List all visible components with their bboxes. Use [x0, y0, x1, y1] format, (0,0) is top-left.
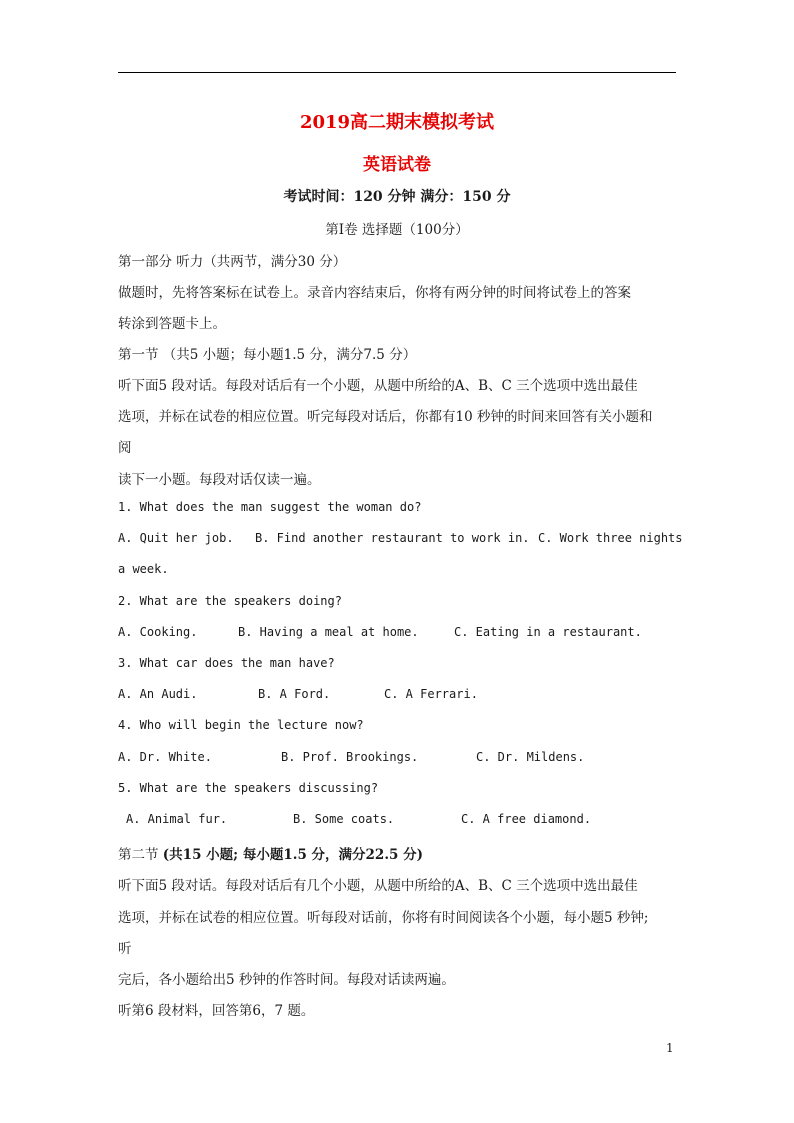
q3-option-a: A. An Audi. — [118, 687, 198, 701]
q3-option-b: B. A Ford. — [258, 687, 331, 701]
question-2: 2. What are the speakers doing? — [118, 594, 342, 608]
q1-option-b: B. Find another restaurant to work in. — [255, 531, 530, 545]
q5-option-b: B. Some coats. — [293, 812, 395, 826]
question-3: 3. What car does the man have? — [118, 656, 335, 670]
q5-option-a: A. Animal fur. — [126, 812, 228, 826]
section2-instruction: 选项，并标在试卷的相应位置。听每段对话前，你将有时间阅读各个小题，每小题5 秒钟; — [118, 910, 649, 926]
exam-title: 2019高二期末模拟考试 — [299, 112, 495, 133]
part1-heading: 第一部分 听力（共两节，满分30 分） — [118, 254, 347, 270]
section2-instruction: 完后，各小题给出5 秒钟的作答时间。每段对话读两遍。 — [118, 972, 455, 988]
question-4: 4. Who will begin the lecture now? — [118, 718, 364, 732]
q1-option-c-continued: a week. — [118, 562, 169, 576]
time-info: 考试时间：120 分钟 满分：150 分 — [283, 189, 511, 205]
question-5: 5. What are the speakers discussing? — [118, 781, 379, 795]
volume-heading: 第Ⅰ卷 选择题（100分） — [325, 222, 469, 238]
q4-option-b: B. Prof. Brookings. — [281, 750, 419, 764]
q2-option-a: A. Cooking. — [118, 625, 198, 639]
q5-option-c: C. A free diamond. — [461, 812, 592, 826]
section1-instruction: 听下面5 段对话。每段对话后有一个小题，从题中所给的A、B、C 三个选项中选出最佳 — [118, 378, 638, 394]
q4-option-a: A. Dr. White. — [118, 750, 212, 764]
section2-heading-label: 第二节 — [118, 847, 163, 863]
header-rule — [118, 72, 676, 73]
section1-instruction: 选项，并标在试卷的相应位置。听完每段对话后，你都有10 秒钟的时间来回答有关小题和 — [118, 409, 653, 425]
exam-subtitle: 英语试卷 — [363, 155, 431, 175]
section1-heading: 第一节 （共5 小题；每小题1.5 分，满分7.5 分） — [118, 347, 417, 363]
section1-instruction: 读下一小题。每段对话仅读一遍。 — [118, 472, 321, 488]
q4-option-c: C. Dr. Mildens. — [476, 750, 585, 764]
question-1: 1. What does the man suggest the woman do? — [118, 500, 422, 514]
section2-instruction: 听 — [118, 941, 132, 957]
q1-option-a: A. Quit her job. — [118, 531, 234, 545]
q1-option-c: C. Work three nights — [538, 531, 683, 545]
section2-heading-score: (共15 小题; 每小题1.5 分，满分22.5 分) — [162, 847, 424, 863]
part1-instruction: 转涂到答题卡上。 — [118, 316, 226, 332]
q2-option-c: C. Eating in a restaurant. — [454, 625, 642, 639]
section2-instruction: 听第6 段材料，回答第6，7 题。 — [118, 1003, 315, 1019]
page-number: 1 — [666, 1041, 674, 1055]
q2-option-b: B. Having a meal at home. — [238, 625, 419, 639]
section1-instruction: 阅 — [118, 440, 132, 456]
section2-heading — [118, 843, 423, 863]
q3-option-c: C. A Ferrari. — [384, 687, 478, 701]
section2-instruction: 听下面5 段对话。每段对话后有几个小题，从题中所给的A、B、C 三个选项中选出最佳 — [118, 878, 638, 894]
part1-instruction: 做题时，先将答案标在试卷上。录音内容结束后，你将有两分钟的时间将试卷上的答案 — [118, 285, 631, 301]
